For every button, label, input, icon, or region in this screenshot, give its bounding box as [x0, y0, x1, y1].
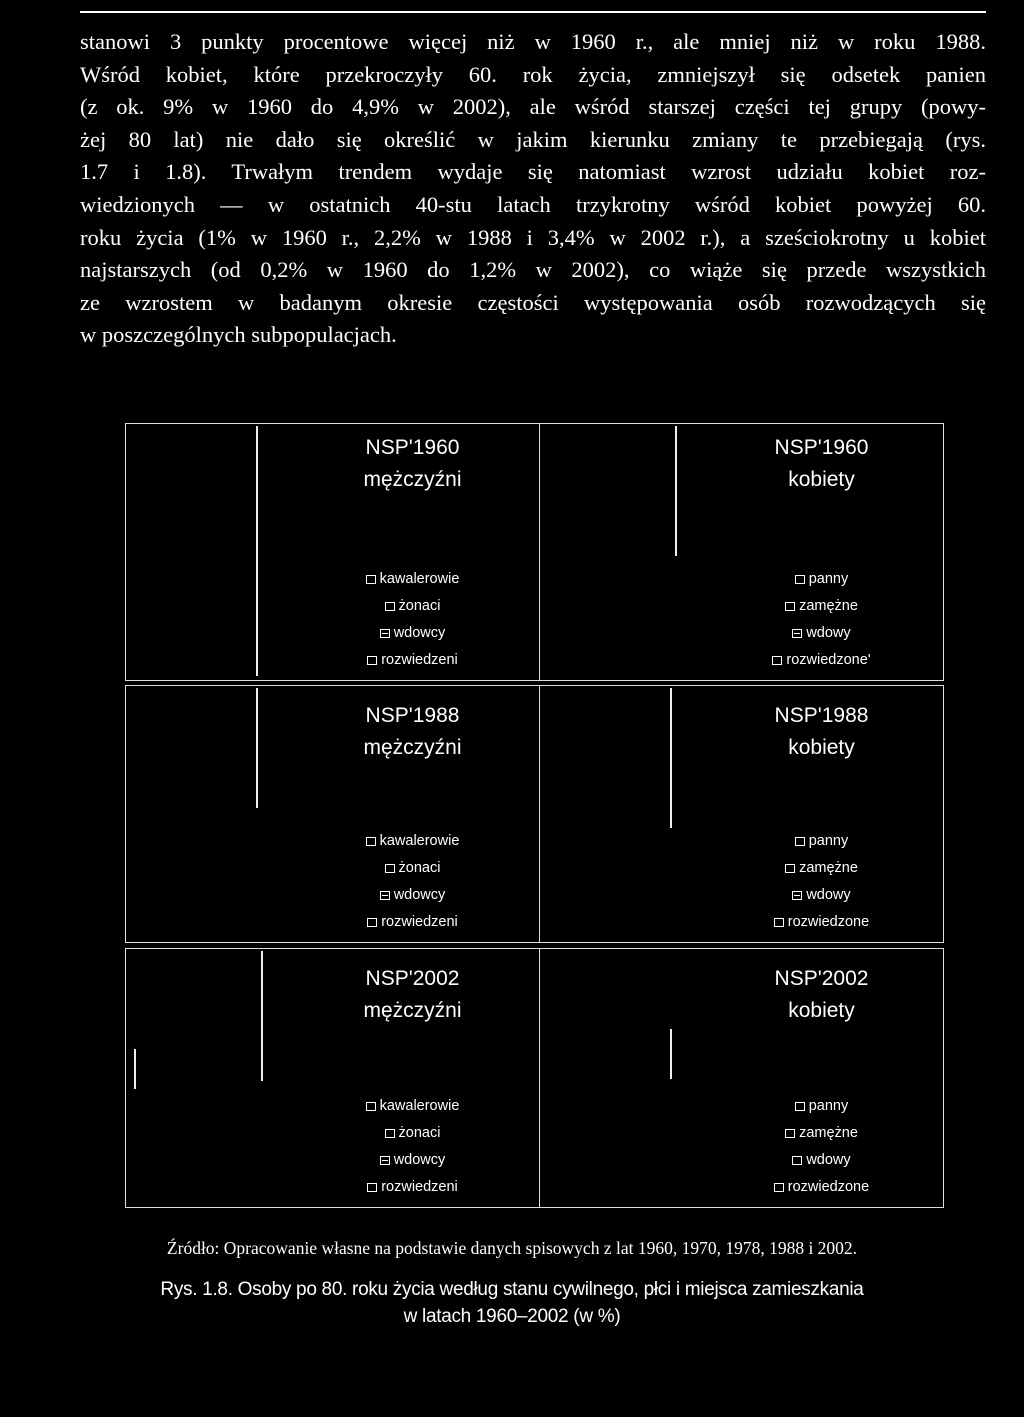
pie-chart-remnant	[261, 951, 263, 1081]
pie-chart-remnant	[256, 688, 258, 808]
legend-item	[700, 1174, 943, 1201]
panel-subtitle: mężczyźni	[363, 468, 462, 491]
legend-label: rozwiedzone	[787, 1179, 870, 1195]
legend-label: zamężne	[799, 860, 858, 876]
top-rule	[80, 11, 986, 13]
chart-panel-1988-men	[125, 685, 540, 943]
legend-item	[700, 647, 943, 674]
panel-year: NSP'2002	[774, 967, 869, 990]
legend	[286, 828, 539, 936]
panel-subtitle: kobiety	[788, 468, 855, 491]
legend-item	[286, 1174, 539, 1201]
body-paragraph	[80, 26, 986, 352]
legend-swatch	[380, 1156, 390, 1165]
pie-chart-remnant	[670, 1029, 672, 1079]
panel-title	[700, 700, 943, 764]
panel-subtitle: kobiety	[788, 999, 855, 1022]
legend-swatch	[792, 1156, 802, 1165]
pie-chart-remnant	[670, 688, 672, 828]
panel-title	[700, 432, 943, 496]
legend-swatch	[785, 1129, 795, 1138]
legend	[700, 1093, 943, 1201]
chart-panel-1960-women	[539, 423, 944, 681]
legend-swatch	[785, 864, 795, 873]
legend-label: wdowcy	[393, 1152, 446, 1168]
panel-subtitle: mężczyźni	[363, 736, 462, 759]
paragraph-line: Wśród kobiet, które przekroczyły 60. rok życia, zmniejszył się odsetek panien	[80, 61, 986, 87]
legend-swatch	[795, 1102, 805, 1111]
panel-title	[286, 963, 539, 1027]
legend	[286, 566, 539, 674]
legend-label: żonaci	[398, 1125, 441, 1141]
paragraph-line: roku życia (1% w 1960 r., 2,2% w 1988 i 3,4% w 2002 r.), a sześciokrotny u kobiet	[80, 224, 986, 250]
paragraph-line: najstarszych (od 0,2% w 1960 do 1,2% w 2002), co wiąże się przede wszystkich	[80, 257, 986, 283]
panel-title	[700, 963, 943, 1027]
legend-swatch	[792, 891, 802, 900]
panel-subtitle: kobiety	[788, 736, 855, 759]
legend-item	[700, 909, 943, 936]
legend-label: rozwiedzone'	[786, 652, 871, 668]
legend	[286, 1093, 539, 1201]
legend-item	[700, 1120, 943, 1147]
legend-item	[286, 882, 539, 909]
legend-swatch	[385, 864, 395, 873]
legend-swatch	[367, 656, 377, 665]
legend-swatch	[367, 1183, 377, 1192]
legend-swatch	[385, 1129, 395, 1138]
legend-swatch	[774, 918, 784, 927]
legend-item	[700, 620, 943, 647]
legend-label: panny	[808, 1098, 849, 1114]
legend-swatch	[795, 575, 805, 584]
legend-label: rozwiedzeni	[381, 652, 458, 668]
legend-swatch	[380, 629, 390, 638]
legend-item	[286, 1093, 539, 1120]
legend-swatch	[385, 602, 395, 611]
legend-item	[700, 593, 943, 620]
pie-chart-remnant	[256, 426, 258, 676]
panel-year: NSP'1988	[774, 704, 869, 727]
paragraph-line: wiedzionych — w ostatnich 40-stu latach trzykrotny wśród kobiet powyżej 60.	[80, 191, 986, 217]
legend-item	[700, 828, 943, 855]
legend-item	[286, 855, 539, 882]
pie-chart-remnant	[675, 426, 677, 556]
legend-label: panny	[808, 833, 849, 849]
legend-swatch	[366, 575, 376, 584]
legend-item	[286, 909, 539, 936]
legend-label: rozwiedzeni	[381, 1179, 458, 1195]
legend-label: rozwiedzone	[787, 914, 870, 930]
paragraph-line: stanowi 3 punkty procentowe więcej niż w 1960 r., ale mniej niż w roku 1988.	[80, 29, 986, 54]
legend-label: kawalerowie	[379, 833, 460, 849]
legend-item	[286, 1147, 539, 1174]
legend-swatch	[795, 837, 805, 846]
legend-item	[286, 593, 539, 620]
legend-item	[286, 828, 539, 855]
legend-swatch	[367, 918, 377, 927]
legend-label: wdowy	[806, 625, 851, 641]
legend-swatch	[366, 837, 376, 846]
source-note: Źródło: Opracowanie własne na podstawie danych spisowych z lat 1960, 1970, 1978, 1988 i 2002.	[166, 1238, 858, 1258]
paragraph-line: żej 80 lat) nie dało się określić w jakim kierunku zmiany te przebiegają (rys.	[80, 126, 986, 152]
legend-label: panny	[808, 571, 849, 587]
legend	[700, 828, 943, 936]
legend-item	[286, 566, 539, 593]
legend-label: żonaci	[398, 860, 441, 876]
paragraph-line: (z ok. 9% w 1960 do 4,9% w 2002), ale wśród starszej części tej grupy (powy-	[80, 94, 986, 120]
legend-item	[700, 1093, 943, 1120]
pie-chart-remnant	[134, 1049, 136, 1089]
legend-label: zamężne	[799, 1125, 858, 1141]
legend-item	[700, 882, 943, 909]
legend-swatch	[366, 1102, 376, 1111]
paragraph-line: w poszczególnych subpopulacjach.	[80, 322, 397, 348]
caption-line: w latach 1960–2002 (w %)	[403, 1306, 621, 1327]
legend-swatch	[774, 1183, 784, 1192]
legend-swatch	[792, 629, 802, 638]
legend-item	[700, 566, 943, 593]
legend-swatch	[380, 891, 390, 900]
legend-label: kawalerowie	[379, 1098, 460, 1114]
chart-panel-2002-men	[125, 948, 540, 1208]
panel-year: NSP'1960	[774, 436, 869, 459]
legend-swatch	[772, 656, 782, 665]
legend-item	[700, 855, 943, 882]
paragraph-line: ze wzrostem w badanym okresie częstości występowania osób rozwodzących się	[80, 289, 986, 315]
chart-panel-1988-women	[539, 685, 944, 943]
caption-line: Rys. 1.8. Osoby po 80. roku życia według stanu cywilnego, płci i miejsca zamieszkania	[160, 1279, 864, 1300]
panel-title	[286, 432, 539, 496]
paragraph-line: 1.7 i 1.8). Trwałym trendem wydaje się natomiast wzrost udziału kobiet roz-	[80, 159, 986, 185]
panel-subtitle: mężczyźni	[363, 999, 462, 1022]
legend-item	[286, 647, 539, 674]
legend-label: wdowcy	[393, 625, 446, 641]
legend-label: wdowy	[806, 887, 851, 903]
legend	[700, 566, 943, 674]
panel-year: NSP'1960	[365, 436, 460, 459]
legend-item	[700, 1147, 943, 1174]
legend-label: rozwiedzeni	[381, 914, 458, 930]
legend-label: zamężne	[799, 598, 858, 614]
chart-panel-2002-women	[539, 948, 944, 1208]
legend-label: żonaci	[398, 598, 441, 614]
legend-label: kawalerowie	[379, 571, 460, 587]
figure-caption	[0, 1276, 1024, 1330]
legend-item	[286, 620, 539, 647]
legend-item	[286, 1120, 539, 1147]
legend-swatch	[785, 602, 795, 611]
panel-title	[286, 700, 539, 764]
legend-label: wdowcy	[393, 887, 446, 903]
chart-panel-1960-men	[125, 423, 540, 681]
panel-year: NSP'2002	[365, 967, 460, 990]
panel-year: NSP'1988	[365, 704, 460, 727]
legend-label: wdowy	[806, 1152, 851, 1168]
